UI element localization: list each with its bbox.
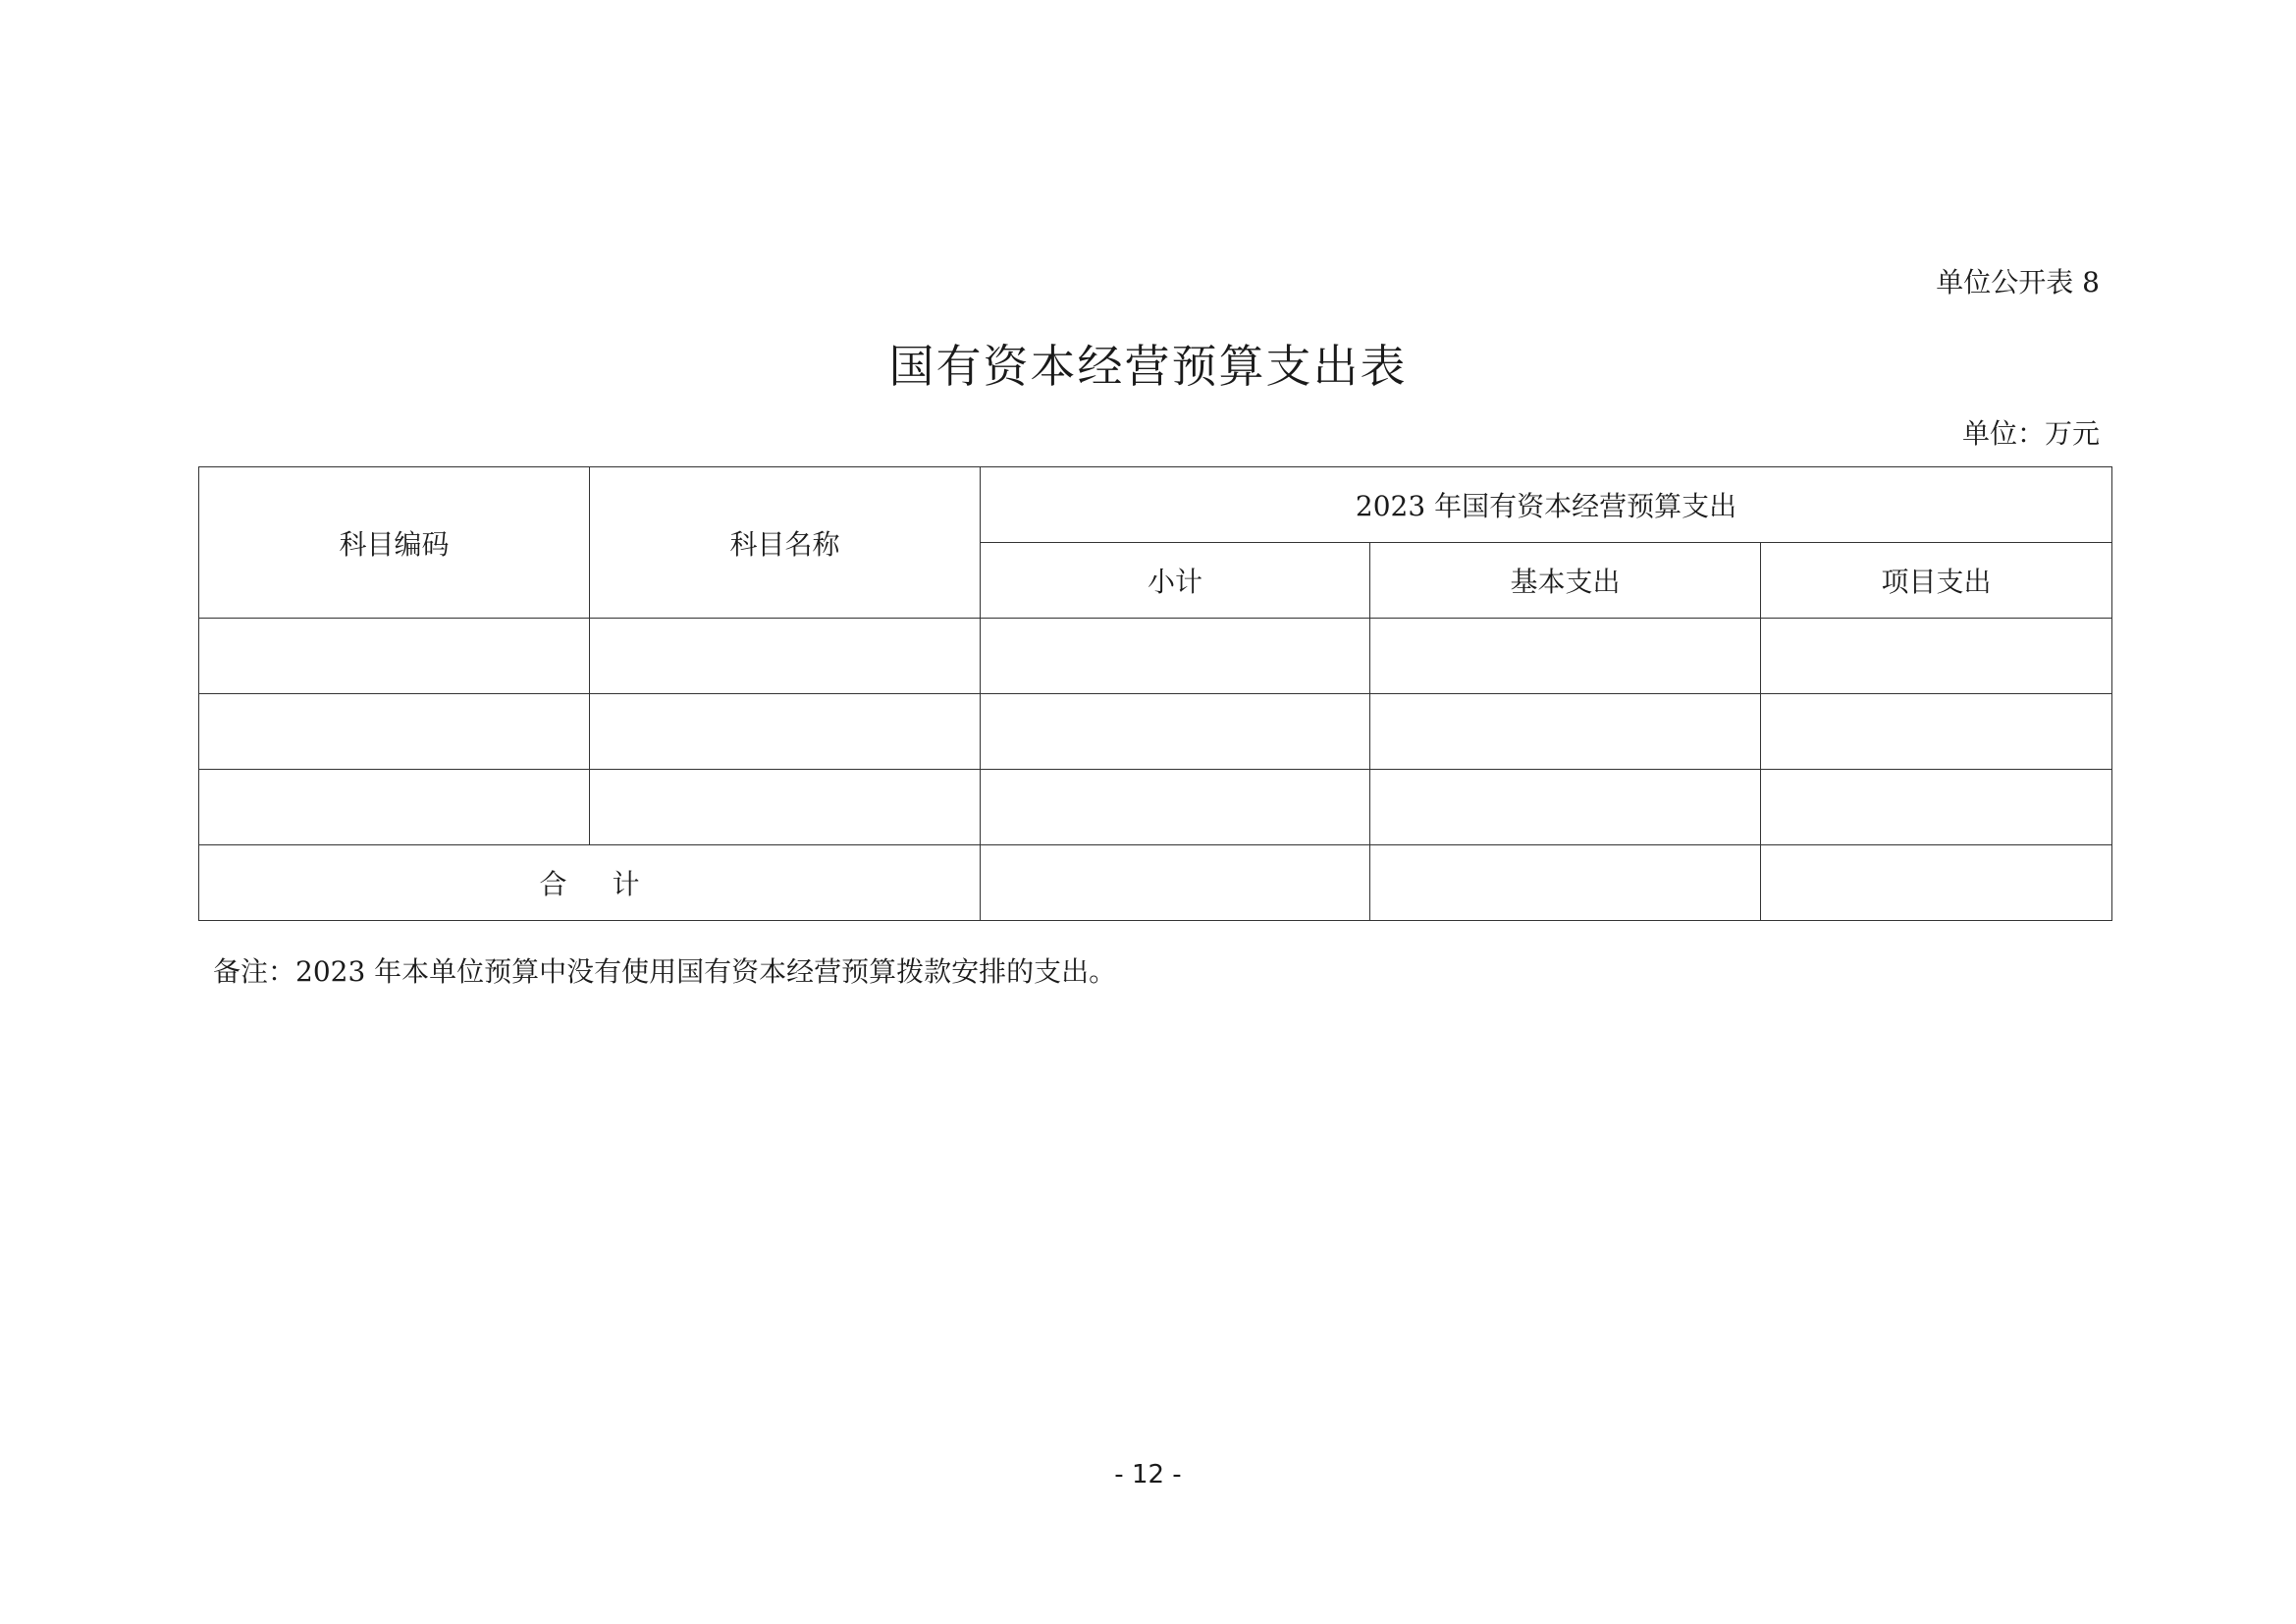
cell-name <box>590 619 981 694</box>
cell-subtotal <box>981 770 1370 845</box>
cell-name <box>590 770 981 845</box>
cell-code <box>199 694 590 770</box>
table-row <box>199 619 2112 694</box>
cell-name <box>590 694 981 770</box>
cell-basic <box>1370 619 1761 694</box>
column-header-project: 项目支出 <box>1761 543 2112 619</box>
cell-code <box>199 770 590 845</box>
total-project <box>1761 845 2112 921</box>
column-header-name: 科目名称 <box>590 467 981 619</box>
total-label: 合计 <box>199 845 981 921</box>
cell-project <box>1761 619 2112 694</box>
total-basic <box>1370 845 1761 921</box>
header-row <box>199 467 2112 543</box>
page-number: - 12 - <box>1114 1460 1182 1489</box>
cell-basic <box>1370 694 1761 770</box>
remark-note: 备注：2023 年本单位预算中没有使用国有资本经营预算拨款安排的支出。 <box>213 955 1117 988</box>
column-header-subtotal: 小计 <box>981 543 1370 619</box>
column-header-code: 科目编码 <box>199 467 590 619</box>
form-number: 单位公开表 8 <box>1936 266 2100 298</box>
cell-basic <box>1370 770 1761 845</box>
cell-subtotal <box>981 619 1370 694</box>
budget-table <box>198 466 2112 921</box>
total-row <box>199 845 2112 921</box>
cell-project <box>1761 770 2112 845</box>
cell-code <box>199 619 590 694</box>
page-title: 国有资本经营预算支出表 <box>888 340 1408 393</box>
column-header-basic: 基本支出 <box>1370 543 1761 619</box>
cell-subtotal <box>981 694 1370 770</box>
column-group-header: 2023 年国有资本经营预算支出 <box>981 467 2112 543</box>
total-subtotal <box>981 845 1370 921</box>
table-row <box>199 694 2112 770</box>
unit-label: 单位：万元 <box>1961 417 2100 450</box>
cell-project <box>1761 694 2112 770</box>
table-row <box>199 770 2112 845</box>
